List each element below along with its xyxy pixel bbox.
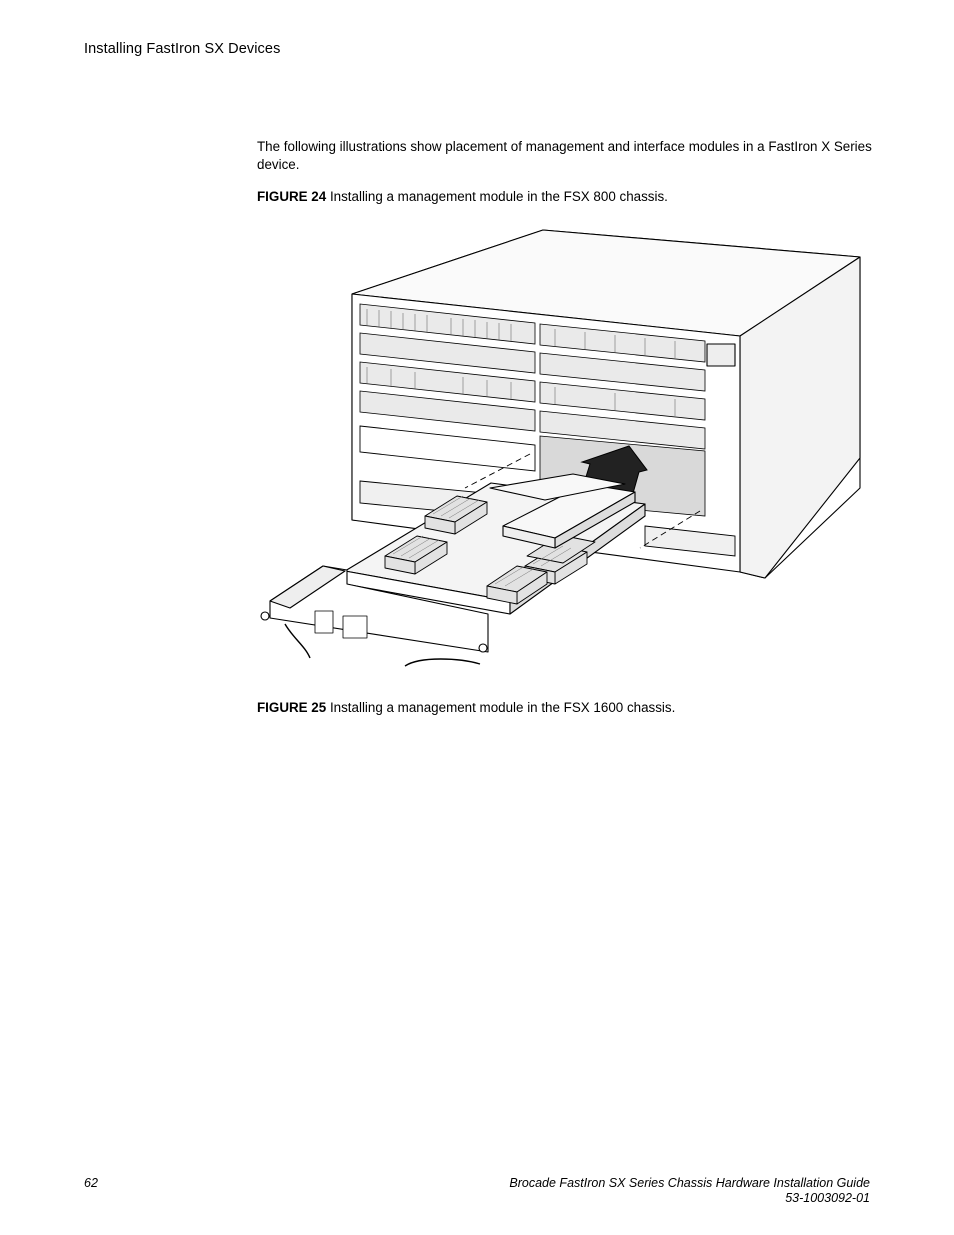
figure-24-caption xyxy=(257,189,668,204)
running-header: Installing FastIron SX Devices xyxy=(84,41,281,57)
figure-25-caption xyxy=(257,700,675,715)
page-number: 62 xyxy=(84,1176,98,1190)
doc-number: 53-1003092-01 xyxy=(785,1191,870,1205)
figure-25-label: FIGURE 25 xyxy=(257,700,327,715)
footer-doc-info xyxy=(509,1176,870,1206)
figure-24-label: FIGURE 24 xyxy=(257,189,327,204)
guide-title: Brocade FastIron SX Series Chassis Hardware Installation Guide xyxy=(509,1176,870,1190)
chassis-illustration xyxy=(255,226,870,681)
figure-25-caption-text: Installing a management module in the FSX 1600 chassis. xyxy=(329,700,676,715)
figure-24-caption-text: Installing a management module in the FSX 800 chassis. xyxy=(329,189,668,204)
intro-paragraph: The following illustrations show placement of management and interface modules in a FastIron X Series device. xyxy=(257,139,872,172)
